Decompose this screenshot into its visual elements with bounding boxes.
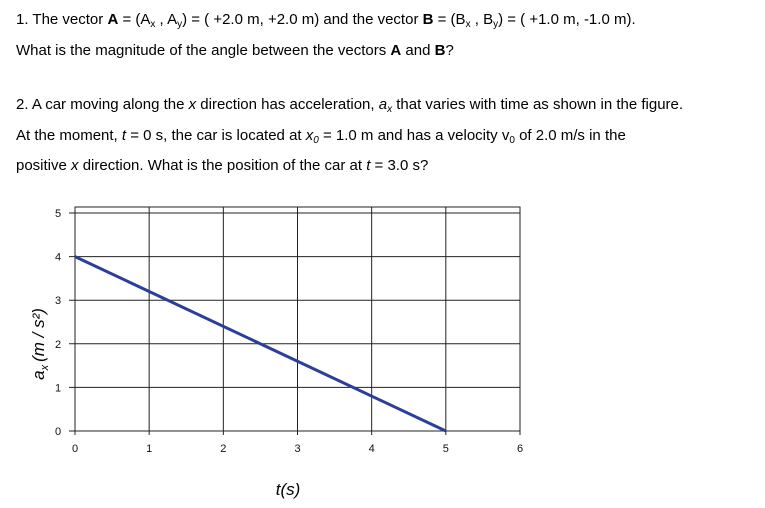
italic-t: t xyxy=(366,157,371,174)
y-axis-label-unit: (m / s²) xyxy=(29,308,48,362)
grid xyxy=(69,207,520,435)
text-segment: and xyxy=(401,42,435,59)
problem1-line2 xyxy=(16,42,454,60)
x-tick-label: 0 xyxy=(71,443,79,455)
tick-labels xyxy=(55,208,523,455)
text-segment: that varies with time as shown in the figure. xyxy=(392,96,684,113)
y-tick-label: 5 xyxy=(54,208,62,220)
y-tick-label: 0 xyxy=(54,426,62,438)
y-tick-label: 3 xyxy=(54,295,62,308)
problem2-line1 xyxy=(16,96,683,114)
text-segment: , A xyxy=(155,11,178,28)
chart-svg xyxy=(0,186,540,503)
y-tick-label: 4 xyxy=(54,251,62,264)
x-tick-label: 1 xyxy=(146,443,153,455)
text-segment: = 3.0 s? xyxy=(370,157,429,174)
x-tick-label: 4 xyxy=(368,443,375,455)
subscript: 0 xyxy=(313,135,319,146)
text-segment: At the moment, xyxy=(16,127,122,144)
x-tick-label: 5 xyxy=(442,443,449,455)
text-segment: ) = ( +2.0 m, +2.0 m) and the vector xyxy=(182,11,423,28)
vector-b-label: B xyxy=(434,42,446,59)
text-segment: 2. A car moving along the xyxy=(16,96,189,113)
text-segment: positive xyxy=(16,157,72,174)
text-segment: of 2.0 m/s in the xyxy=(514,127,626,144)
italic-x: x xyxy=(305,127,314,144)
italic-x: x xyxy=(71,157,79,174)
text-segment: 1. The vector xyxy=(16,11,108,28)
text-segment: = 0 s, the car is located at xyxy=(126,127,306,144)
x-tick-label: 2 xyxy=(220,443,227,455)
text-segment: = 1.0 m and has a velocity v xyxy=(318,127,510,144)
text-segment: , B xyxy=(470,11,494,28)
text-segment: ) = ( +1.0 m, -1.0 m). xyxy=(498,11,636,28)
acceleration-chart xyxy=(0,186,540,503)
svg-text:ax(m / s²) xyxy=(29,308,51,380)
vector-a-label: A xyxy=(107,11,119,28)
y-tick-label: 2 xyxy=(54,338,62,351)
text-segment: = (B xyxy=(433,11,466,28)
italic-a: a xyxy=(378,96,388,113)
vector-b-label: B xyxy=(422,11,434,28)
italic-t: t xyxy=(121,127,127,144)
problem2-line2 xyxy=(16,127,626,145)
text-segment: ? xyxy=(445,42,454,59)
y-axis-label xyxy=(29,308,51,380)
y-axis-label-sub: x xyxy=(39,364,51,371)
x-axis-label: t(s) xyxy=(275,480,301,499)
text-segment: direction. What is the position of the car at xyxy=(78,157,367,174)
text-segment: = (A xyxy=(118,11,151,28)
problem1-line1 xyxy=(16,11,636,29)
x-tick-label: 6 xyxy=(516,443,524,455)
subscript: 0 xyxy=(509,135,515,146)
y-axis-label-main: a xyxy=(29,370,48,380)
vector-a-label: A xyxy=(390,42,402,59)
problem2-line3 xyxy=(16,157,428,175)
subscript: y xyxy=(177,19,183,30)
text-segment: What is the magnitude of the angle between the vectors xyxy=(16,42,391,59)
subscript: x xyxy=(150,19,156,30)
italic-x: x xyxy=(188,96,197,113)
subscript: y xyxy=(493,19,499,30)
subscript: x xyxy=(387,104,393,115)
x-tick-label: 3 xyxy=(294,443,301,455)
subscript: x xyxy=(465,19,471,30)
text-segment: direction has acceleration, xyxy=(196,96,379,113)
y-tick-label: 1 xyxy=(54,382,62,395)
